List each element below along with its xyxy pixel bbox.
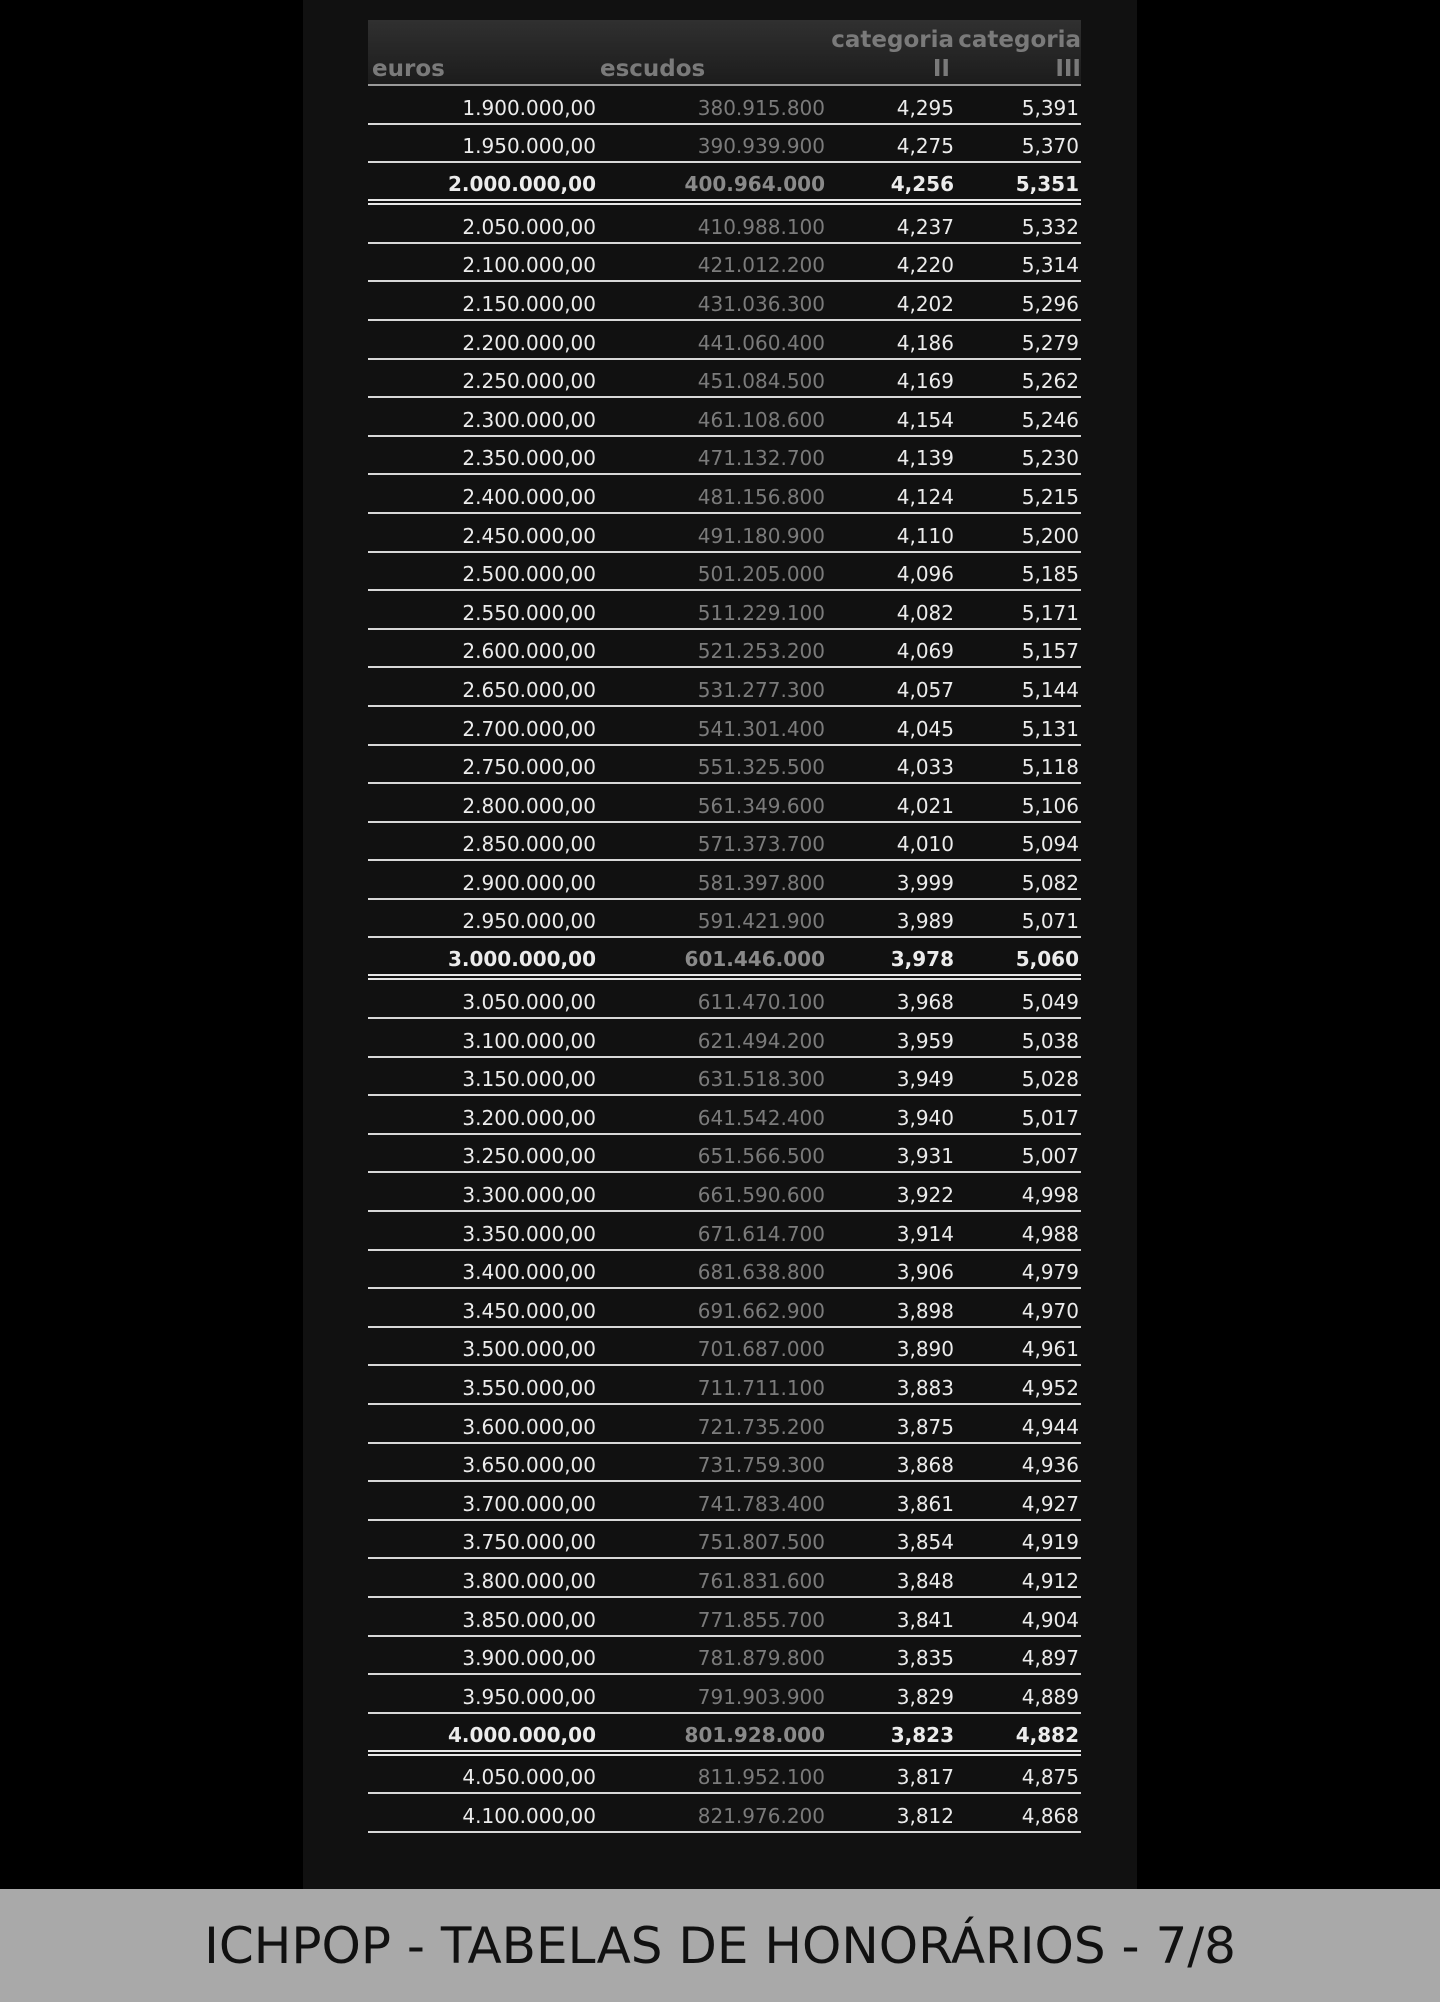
table-row [368,861,1081,900]
table-body [368,86,1081,1833]
table-row [368,1328,1081,1367]
cell-euros: 3.150.000,00 [462,1067,596,1092]
cell-escudos: 451.084.500 [697,369,825,394]
cell-escudos: 811.952.100 [697,1765,825,1790]
cell-categoria-iii: 5,171 [1021,600,1079,625]
cell-escudos: 380.915.800 [697,95,825,120]
cell-escudos: 781.879.800 [697,1646,825,1671]
table-row [368,86,1081,125]
cell-categoria-iii: 4,961 [1021,1337,1079,1362]
cell-euros: 2.950.000,00 [462,909,596,934]
footer-title: ICHPOP - TABELAS DE HONORÁRIOS - 7/8 [204,1916,1236,1975]
cell-categoria-iii: 4,998 [1021,1183,1079,1208]
cell-categoria-ii: 4,069 [896,639,954,664]
cell-categoria-iii: 5,246 [1021,407,1079,432]
cell-euros: 2.050.000,00 [462,214,596,239]
cell-euros: 3.950.000,00 [462,1684,596,1709]
cell-escudos: 731.759.300 [697,1453,825,1478]
table-row [368,823,1081,862]
cell-categoria-iii: 4,952 [1021,1376,1079,1400]
cell-escudos: 691.662.900 [697,1298,825,1323]
cell-escudos: 531.277.300 [697,677,825,702]
cell-categoria-iii: 4,904 [1021,1607,1079,1632]
cell-euros: 3.200.000,00 [462,1105,596,1130]
cell-euros: 2.350.000,00 [462,446,596,471]
cell-categoria-iii: 5,230 [1021,446,1079,471]
cell-euros: 3.750.000,00 [462,1530,596,1555]
cell-categoria-iii: 5,007 [1021,1144,1079,1169]
header-categoria-iii-number: III [1055,56,1081,82]
cell-euros: 3.350.000,00 [462,1221,596,1246]
cell-categoria-iii: 5,296 [1021,291,1079,316]
cell-categoria-ii: 4,021 [896,793,954,818]
cell-categoria-ii: 3,959 [896,1028,954,1053]
cell-euros: 2.700.000,00 [462,716,596,741]
cell-euros: 3.400.000,00 [462,1260,596,1285]
cell-euros: 2.450.000,00 [462,523,596,548]
cell-categoria-ii: 4,110 [896,523,954,548]
cell-escudos: 491.180.900 [697,523,825,548]
cell-categoria-iii: 4,970 [1021,1298,1079,1323]
header-categoria-iii-label: categoria [958,27,1081,53]
table-row [368,1637,1081,1676]
cell-euros: 3.650.000,00 [462,1453,596,1478]
table-row [368,1714,1081,1756]
table-row [368,980,1081,1019]
cell-categoria-iii: 5,118 [1021,755,1079,780]
cell-categoria-ii: 3,835 [896,1646,954,1671]
cell-categoria-iii: 4,889 [1021,1684,1079,1709]
cell-euros: 3.700.000,00 [462,1491,596,1516]
header-categoria-ii-label: categoria [831,27,954,53]
cell-escudos: 741.783.400 [697,1491,825,1516]
cell-categoria-ii: 4,033 [896,755,954,780]
table-row [368,938,1081,980]
cell-escudos: 581.397.800 [697,870,825,895]
cell-escudos: 801.928.000 [684,1722,825,1747]
cell-euros: 3.800.000,00 [462,1568,596,1593]
cell-euros: 3.900.000,00 [462,1646,596,1671]
cell-escudos: 501.205.000 [697,562,825,587]
table-row [368,668,1081,707]
cell-categoria-iii: 4,944 [1021,1414,1079,1439]
cell-categoria-iii: 5,017 [1021,1105,1079,1130]
cell-categoria-iii: 4,988 [1021,1221,1079,1246]
cell-euros: 2.900.000,00 [462,870,596,895]
cell-escudos: 431.036.300 [697,291,825,316]
table-row [368,1482,1081,1521]
table-row [368,553,1081,592]
cell-categoria-ii: 4,220 [896,253,954,278]
cell-categoria-iii: 5,094 [1021,832,1079,857]
cell-euros: 3.250.000,00 [462,1144,596,1169]
table-row [368,1559,1081,1598]
cell-euros: 3.100.000,00 [462,1028,596,1053]
cell-euros: 2.550.000,00 [462,600,596,625]
cell-categoria-ii: 4,237 [896,214,954,239]
cell-categoria-ii: 4,295 [896,95,954,120]
table-row [368,398,1081,437]
cell-categoria-iii: 5,262 [1021,369,1079,394]
table-row [368,1756,1081,1795]
table-row [368,163,1081,205]
cell-euros: 2.500.000,00 [462,562,596,587]
cell-categoria-ii: 4,045 [896,716,954,741]
cell-categoria-ii: 3,861 [896,1491,954,1516]
cell-categoria-ii: 3,940 [896,1105,954,1130]
cell-escudos: 611.470.100 [697,990,825,1015]
cell-categoria-ii: 3,978 [890,947,954,972]
cell-categoria-ii: 3,931 [896,1144,954,1169]
cell-escudos: 591.421.900 [697,909,825,934]
cell-euros: 2.750.000,00 [462,755,596,780]
cell-euros: 2.650.000,00 [462,677,596,702]
cell-categoria-iii: 5,314 [1021,253,1079,278]
table-row [368,1521,1081,1560]
cell-categoria-iii: 4,897 [1021,1646,1079,1671]
cell-escudos: 641.542.400 [697,1105,825,1130]
cell-escudos: 751.807.500 [697,1530,825,1555]
cell-categoria-ii: 4,256 [890,172,954,197]
cell-categoria-iii: 5,131 [1021,716,1079,741]
cell-categoria-iii: 4,868 [1021,1803,1079,1828]
cell-categoria-iii: 5,200 [1021,523,1079,548]
cell-escudos: 621.494.200 [697,1028,825,1053]
cell-categoria-ii: 3,914 [896,1221,954,1246]
cell-categoria-iii: 5,215 [1021,484,1079,509]
table-row [368,1289,1081,1328]
cell-euros: 3.600.000,00 [462,1414,596,1439]
cell-categoria-ii: 4,096 [896,562,954,587]
table-row [368,1366,1081,1405]
table-row [368,1598,1081,1637]
cell-escudos: 471.132.700 [697,446,825,471]
cell-categoria-iii: 5,082 [1021,870,1079,895]
cell-categoria-ii: 3,968 [896,990,954,1015]
cell-euros: 4.050.000,00 [462,1765,596,1790]
cell-escudos: 551.325.500 [697,755,825,780]
cell-categoria-ii: 3,949 [896,1067,954,1092]
cell-escudos: 441.060.400 [697,330,825,355]
table-row [368,1173,1081,1212]
cell-categoria-iii: 5,060 [1015,947,1079,972]
cell-euros: 2.600.000,00 [462,639,596,664]
cell-euros: 2.200.000,00 [462,330,596,355]
cell-euros: 4.100.000,00 [462,1803,596,1828]
cell-euros: 2.250.000,00 [462,369,596,394]
cell-euros: 3.450.000,00 [462,1298,596,1323]
cell-euros: 3.050.000,00 [462,990,596,1015]
cell-euros: 3.000.000,00 [447,947,596,972]
cell-euros: 2.850.000,00 [462,832,596,857]
cell-euros: 3.300.000,00 [462,1183,596,1208]
table-row [368,205,1081,244]
cell-escudos: 701.687.000 [697,1337,825,1362]
cell-escudos: 791.903.900 [697,1684,825,1709]
cell-escudos: 571.373.700 [697,832,825,857]
cell-categoria-ii: 3,922 [896,1183,954,1208]
cell-categoria-iii: 4,927 [1021,1491,1079,1516]
cell-escudos: 541.301.400 [697,716,825,741]
table-row [368,630,1081,669]
cell-categoria-iii: 4,979 [1021,1260,1079,1285]
cell-categoria-ii: 3,848 [896,1568,954,1593]
cell-categoria-ii: 3,883 [896,1376,954,1400]
cell-categoria-ii: 3,841 [896,1607,954,1632]
cell-euros: 3.500.000,00 [462,1337,596,1362]
cell-categoria-iii: 5,106 [1021,793,1079,818]
table-row [368,1058,1081,1097]
cell-categoria-iii: 4,882 [1015,1722,1079,1747]
table-row [368,321,1081,360]
cell-euros: 2.150.000,00 [462,291,596,316]
table-row [368,784,1081,823]
cell-escudos: 390.939.900 [697,134,825,159]
cell-euros: 2.300.000,00 [462,407,596,432]
table-row [368,1444,1081,1483]
cell-categoria-ii: 4,202 [896,291,954,316]
cell-categoria-iii: 5,185 [1021,562,1079,587]
cell-euros: 2.100.000,00 [462,253,596,278]
cell-categoria-iii: 5,049 [1021,990,1079,1015]
cell-escudos: 521.253.200 [697,639,825,664]
cell-escudos: 671.614.700 [697,1221,825,1246]
table-row [368,1135,1081,1174]
header-escudos: escudos [600,56,706,82]
cell-categoria-ii: 4,186 [896,330,954,355]
table-header [368,20,1081,86]
cell-categoria-ii: 3,890 [896,1337,954,1362]
cell-escudos: 661.590.600 [697,1183,825,1208]
cell-categoria-iii: 5,038 [1021,1028,1079,1053]
cell-categoria-iii: 4,936 [1021,1453,1079,1478]
cell-categoria-iii: 4,875 [1021,1765,1079,1790]
header-categoria-ii-number: II [932,56,950,82]
cell-categoria-ii: 3,989 [896,909,954,934]
cell-escudos: 651.566.500 [697,1144,825,1169]
table-row [368,514,1081,553]
table-row [368,282,1081,321]
cell-escudos: 711.711.100 [697,1376,825,1400]
header-euros: euros [372,56,445,82]
cell-categoria-iii: 5,279 [1021,330,1079,355]
cell-euros: 3.550.000,00 [462,1376,596,1400]
cell-categoria-iii: 5,157 [1021,639,1079,664]
cell-escudos: 761.831.600 [697,1568,825,1593]
cell-categoria-ii: 3,812 [896,1803,954,1828]
cell-categoria-ii: 4,010 [896,832,954,857]
cell-categoria-ii: 3,817 [896,1765,954,1790]
table-row [368,1251,1081,1290]
cell-escudos: 461.108.600 [697,407,825,432]
table-row [368,1212,1081,1251]
table-row [368,437,1081,476]
table-row [368,125,1081,164]
fees-table [368,20,1081,1833]
cell-categoria-ii: 3,875 [896,1414,954,1439]
table-row [368,900,1081,939]
cell-categoria-iii: 5,351 [1015,172,1079,197]
cell-escudos: 721.735.200 [697,1414,825,1439]
cell-euros: 1.950.000,00 [462,134,596,159]
cell-euros: 2.000.000,00 [447,172,596,197]
cell-categoria-ii: 4,082 [896,600,954,625]
cell-escudos: 821.976.200 [697,1803,825,1828]
table-row [368,475,1081,514]
table-row [368,1794,1081,1833]
cell-escudos: 511.229.100 [697,600,825,625]
cell-categoria-iii: 5,071 [1021,909,1079,934]
cell-categoria-ii: 3,854 [896,1530,954,1555]
table-row [368,591,1081,630]
cell-escudos: 631.518.300 [697,1067,825,1092]
table-row [368,1096,1081,1135]
cell-categoria-iii: 5,028 [1021,1067,1079,1092]
page-footer [0,1889,1440,2002]
cell-categoria-ii: 3,829 [896,1684,954,1709]
table-row [368,360,1081,399]
cell-categoria-ii: 3,868 [896,1453,954,1478]
cell-categoria-iii: 4,912 [1021,1568,1079,1593]
cell-categoria-iii: 5,370 [1021,134,1079,159]
cell-escudos: 400.964.000 [684,172,825,197]
cell-escudos: 561.349.600 [697,793,825,818]
table-row [368,707,1081,746]
cell-categoria-iii: 5,144 [1021,677,1079,702]
cell-categoria-ii: 3,906 [896,1260,954,1285]
cell-categoria-ii: 4,169 [896,369,954,394]
cell-euros: 2.400.000,00 [462,484,596,509]
table-row [368,1675,1081,1714]
cell-categoria-ii: 4,124 [896,484,954,509]
cell-euros: 1.900.000,00 [462,95,596,120]
cell-categoria-ii: 4,154 [896,407,954,432]
cell-categoria-iii: 5,391 [1021,95,1079,120]
cell-categoria-ii: 3,823 [890,1722,954,1747]
cell-categoria-ii: 3,999 [896,870,954,895]
cell-escudos: 410.988.100 [697,214,825,239]
cell-euros: 2.800.000,00 [462,793,596,818]
cell-euros: 3.850.000,00 [462,1607,596,1632]
table-row [368,1405,1081,1444]
cell-escudos: 421.012.200 [697,253,825,278]
cell-categoria-iii: 5,332 [1021,214,1079,239]
cell-categoria-ii: 4,057 [896,677,954,702]
cell-categoria-iii: 4,919 [1021,1530,1079,1555]
cell-escudos: 681.638.800 [697,1260,825,1285]
cell-categoria-ii: 4,275 [896,134,954,159]
cell-euros: 4.000.000,00 [447,1722,596,1747]
cell-categoria-ii: 3,898 [896,1298,954,1323]
cell-escudos: 601.446.000 [684,947,825,972]
cell-escudos: 771.855.700 [697,1607,825,1632]
cell-escudos: 481.156.800 [697,484,825,509]
table-row [368,746,1081,785]
table-row [368,1019,1081,1058]
table-row [368,244,1081,283]
cell-categoria-ii: 4,139 [896,446,954,471]
